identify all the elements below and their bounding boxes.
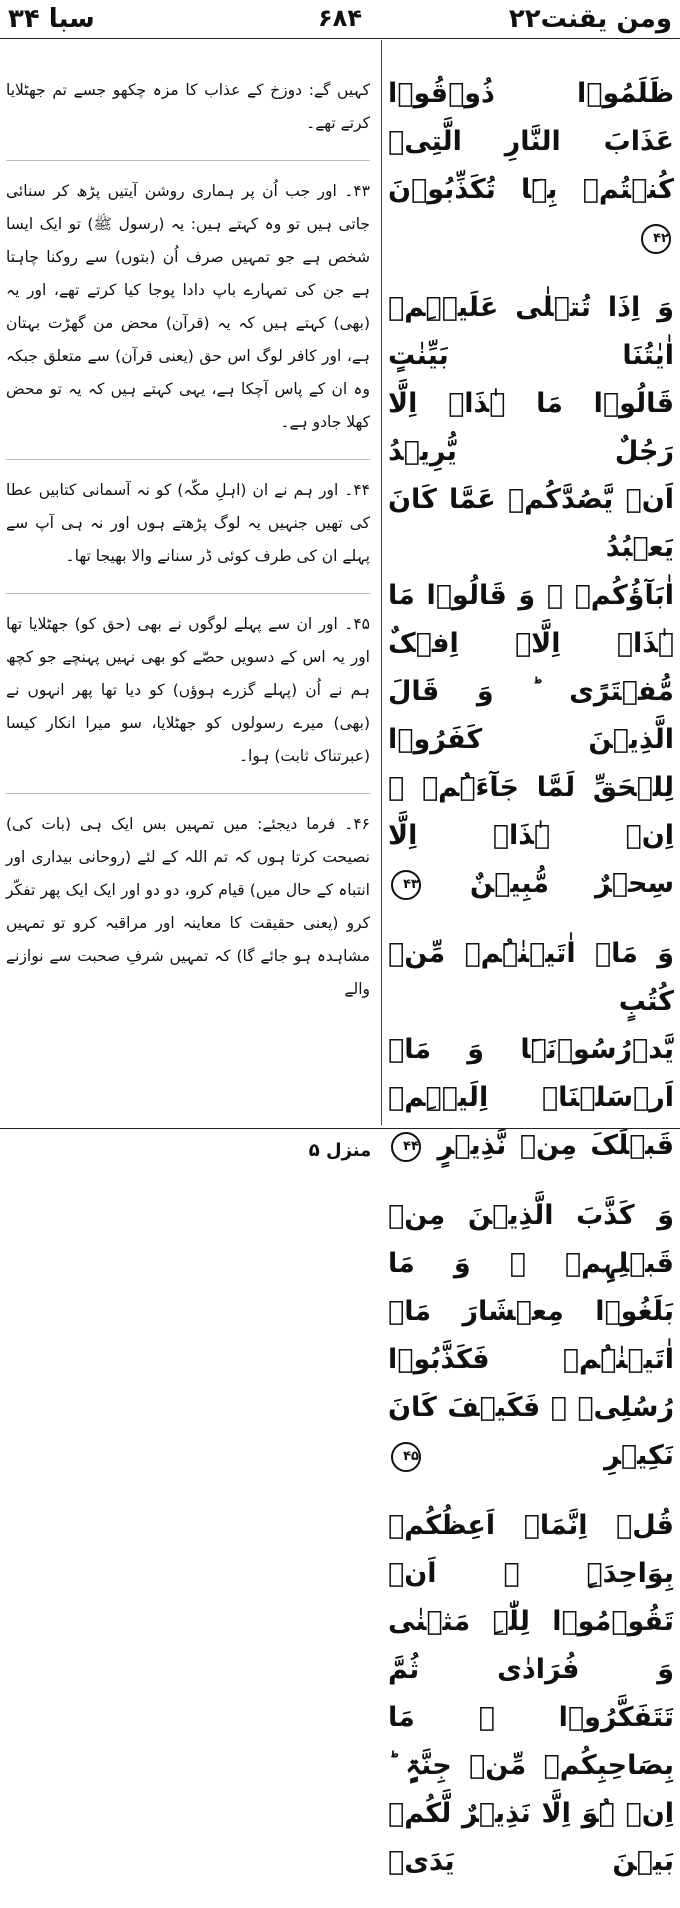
arabic-line-text: رُسُلِیۡ ۟ فَکَیۡفَ کَانَ نَکِیۡرِ: [388, 1392, 674, 1471]
arabic-line: اَنۡ یَّصُدَّکُمۡ عَمَّا کَانَ یَعۡبُدُ: [388, 484, 674, 563]
urdu-paragraph: ۴۶۔ فرما دیجئے: میں تمہیں بس ایک ہی (بات کی) نصیحت کرتا ہوں کہ تم اللہ کے لئے (روحانی بیداری اور انتباہ کے حال میں) قیام کرو، دو دو اور ایک ایک پھر تفکّر کرو (یعنی حقیقت کا معاینہ اور مراقبہ کرو تو تمہیں مشاہدہ ہو جائے گا) کہ تمہیں شرفِ صحبت سے نوازنے والے: [6, 815, 370, 998]
arabic-verse-46: [388, 1502, 674, 1886]
arabic-verse-45: [388, 1192, 674, 1480]
arabic-line: وَ اِذَا تُتۡلٰی عَلَیۡہِمۡ اٰیٰتُنَا بَیِّنٰتٍ: [388, 292, 674, 371]
paragraph-divider: [6, 459, 370, 460]
arabic-verse-42: [388, 70, 674, 262]
ayah-number-icon: ۴۲: [641, 224, 671, 254]
urdu-paragraph: ۴۴۔ اور ہم نے ان (اہلِ مکّہ) کو نہ آسمانی کتابیں عطا کی تھیں جنہیں یہ لوگ پڑھتے ہوں اور نہ ہی آپ سے پہلے ان کی طرف کوئی ڈر سنانے والا بھیجا تھا۔: [6, 481, 370, 565]
arabic-line: یَّدۡرُسُوۡنَہَا وَ مَاۤ اَرۡسَلۡنَاۤ اِلَیۡہِمۡ: [388, 1034, 674, 1113]
paragraph-divider: [6, 593, 370, 594]
arabic-line: [388, 166, 674, 262]
urdu-paragraph: ۴۵۔ اور ان سے پہلے لوگوں نے بھی (حق کو) جھٹلایا تھا اور یہ اس کے دسویں حصّے کو بھی نہیں پہنچے جو کچھ ہم نے اُن (پہلے گزرے ہوؤں) کو دیا تھا پھر انہوں نے (بھی) میرے رسولوں کو جھٹلایا، سو میرا انکار کیسا (عبرتناک ثابت) ہوا۔: [6, 615, 370, 765]
arabic-line: اٰبَآؤُکُمۡ ۚ وَ قَالُوۡا مَا ہٰذَاۤ اِلَّاۤ اِفۡکٌ: [388, 580, 674, 659]
arabic-line: قَالُوۡا مَا ہٰذَاۤ اِلَّا رَجُلٌ یُّرِیۡدُ: [388, 388, 674, 467]
arabic-line: وَ مَاۤ اٰتَیۡنٰہُمۡ مِّنۡ کُتُبٍ: [388, 938, 674, 1017]
paragraph-divider: [6, 160, 370, 161]
arabic-line: ظَلَمُوۡا ذُوۡقُوۡا عَذَابَ النَّارِ الَّتِیۡ: [388, 78, 674, 157]
urdu-paragraph: ۴۳۔ اور جب اُن پر ہماری روشن آیتیں پڑھ کر سنائی جاتی ہیں تو وہ کہتے ہیں: یہ (رسول ﷺ) تو ایک ایسا شخص ہے جو تمہیں صرف اُن (بتوں) سے روکنا چاہتا ہے جن کی تمہارے باپ دادا پوجا کیا کرتے تھے، اور یہ (بھی) کہتے ہیں کہ یہ (قرآن) محض من گھڑت بہتان ہے، اور کافر لوگ اس حق (یعنی قرآن) سے متعلق جبکہ وہ ان کے پاس آچکا ہے، یہی کہتے ہیں کہ یہ تو محض کھلا جادو ہے۔: [6, 182, 370, 431]
arabic-verse-43: [388, 284, 674, 908]
header-rule: [0, 38, 680, 39]
arabic-line: اِنۡ ہُوَ اِلَّا نَذِیۡرٌ لَّکُمۡ بَیۡنَ یَدَیۡ: [388, 1798, 674, 1877]
manzil-label: منزل ۵: [308, 1140, 372, 1161]
arabic-line: مُّفۡتَرًی ؕ وَ قَالَ الَّذِیۡنَ کَفَرُوۡا: [388, 676, 674, 755]
arabic-line: قُلۡ اِنَّمَاۤ اَعِظُکُمۡ بِوَاحِدَۃٍ ۚ اَنۡ: [388, 1510, 674, 1589]
ayah-number-icon: ۴۴: [391, 1132, 421, 1162]
arabic-line: وَ کَذَّبَ الَّذِیۡنَ مِنۡ قَبۡلِہِمۡ ۙ وَ مَا: [388, 1200, 674, 1279]
arabic-line: بَلَغُوۡا مِعۡشَارَ مَاۤ اٰتَیۡنٰہُمۡ فَکَذَّبُوۡا: [388, 1296, 674, 1375]
arabic-line: تَقُوۡمُوۡا لِلّٰہِ مَثۡنٰی وَ فُرَادٰی ثُمَّ: [388, 1606, 674, 1685]
arabic-line-text: کُنۡتُمۡ بِہَا تُکَذِّبُوۡنَ: [388, 174, 674, 205]
ayah-number-icon: ۴۵: [391, 1442, 421, 1472]
arabic-text-column: [388, 70, 674, 1908]
arabic-verse-44: [388, 930, 674, 1170]
page-number: ۶۸۴: [318, 4, 362, 32]
header-surah: سبا ۳۴: [8, 4, 95, 34]
arabic-line: لِلۡحَقِّ لَمَّا جَآءَہُمۡ ۙ اِنۡ ہٰذَاۤ اِلَّا: [388, 772, 674, 851]
column-divider: [381, 40, 382, 1125]
paragraph-divider: [6, 793, 370, 794]
arabic-line: [388, 1384, 674, 1480]
header-juz: ومن يقنت۲۲: [508, 4, 672, 34]
arabic-line-text: سِحۡرٌ مُّبِیۡنٌ: [469, 868, 675, 899]
ayah-number-icon: ۴۳: [391, 870, 421, 900]
arabic-line: [388, 1122, 674, 1170]
urdu-paragraph: کہیں گے: دوزخ کے عذاب کا مزہ چکھو جسے تم جھٹلایا کرتے تھے۔: [6, 81, 370, 132]
arabic-line: تَتَفَکَّرُوۡا ۟ مَا بِصَاحِبِکُمۡ مِّنۡ جِنَّۃٍ ؕ: [388, 1702, 674, 1781]
urdu-translation-column: [6, 74, 370, 1026]
arabic-line-text: قَبۡلَکَ مِنۡ نَّذِیۡرٍ: [437, 1130, 674, 1161]
footer-rule: [0, 1128, 680, 1129]
arabic-line: [388, 860, 674, 908]
